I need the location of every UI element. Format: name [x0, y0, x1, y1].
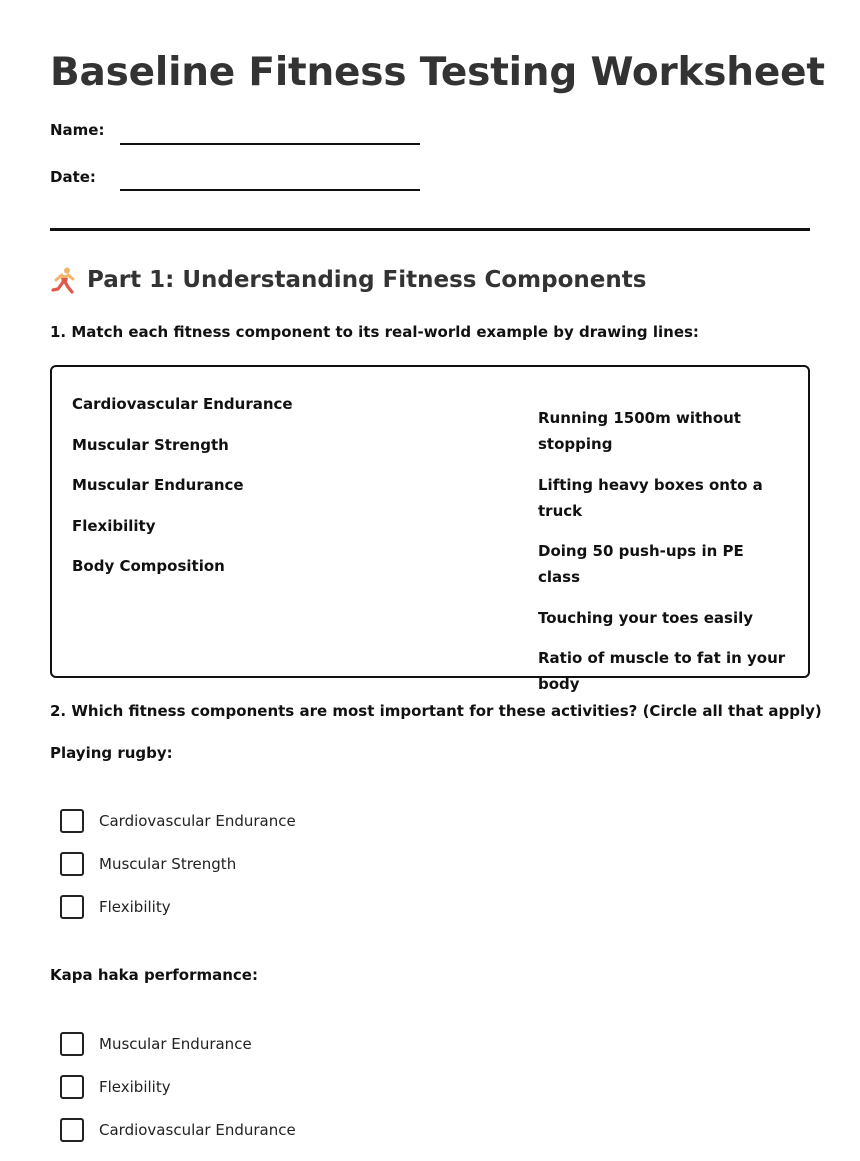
date-label: Date:	[50, 168, 96, 186]
question-2: 2. Which fitness components are most important for these activities? (Circle all that apply)	[50, 702, 822, 720]
option-label: Muscular Endurance	[99, 1035, 252, 1053]
option-label: Cardiovascular Endurance	[99, 1121, 296, 1139]
checkbox-option[interactable]	[60, 852, 236, 876]
part1-heading	[50, 266, 646, 294]
component-item[interactable]: Cardiovascular Endurance	[72, 395, 293, 413]
component-item[interactable]: Muscular Endurance	[72, 476, 244, 494]
checkbox-option[interactable]	[60, 1075, 171, 1099]
example-item[interactable]: Lifting heavy boxes onto a truck	[538, 475, 763, 520]
example-item[interactable]: Doing 50 push-ups in PE class	[538, 542, 744, 586]
name-field[interactable]	[120, 143, 420, 145]
option-label: Muscular Strength	[99, 855, 237, 873]
checkbox[interactable]	[60, 895, 84, 919]
part1-heading-text: Part 1: Understanding Fitness Components	[87, 267, 647, 293]
checkbox[interactable]	[60, 1075, 84, 1099]
component-item[interactable]: Body Composition	[72, 557, 225, 575]
checkbox-option[interactable]	[60, 809, 296, 833]
components-column	[72, 395, 372, 587]
example-item[interactable]: Touching your toes easily	[538, 608, 754, 627]
runner-icon	[50, 266, 78, 294]
checkbox[interactable]	[60, 1118, 84, 1142]
checkbox[interactable]	[60, 1032, 84, 1056]
page-title: Baseline Fitness Testing Worksheet	[50, 50, 825, 95]
example-item[interactable]: Ratio of muscle to fat in your body	[538, 649, 786, 693]
component-item[interactable]: Flexibility	[72, 516, 156, 535]
checkbox-option[interactable]	[60, 1118, 296, 1142]
option-label: Flexibility	[99, 898, 171, 916]
question-1: 1. Match each fitness component to its real-world example by drawing lines:	[50, 323, 699, 341]
date-field[interactable]	[120, 189, 420, 191]
checkbox[interactable]	[60, 809, 84, 833]
checkbox-option[interactable]	[60, 895, 171, 919]
component-item[interactable]: Muscular Strength	[72, 435, 229, 454]
examples-column	[538, 405, 788, 712]
checkbox-option[interactable]	[60, 1032, 252, 1056]
header-divider	[50, 228, 810, 231]
option-label: Cardiovascular Endurance	[99, 812, 296, 830]
name-label: Name:	[50, 121, 105, 139]
activity-label-kapa-haka: Kapa haka performance:	[50, 966, 258, 984]
activity-label-rugby: Playing rugby:	[50, 744, 173, 762]
checkbox[interactable]	[60, 852, 84, 876]
matching-box	[50, 365, 810, 693]
option-label: Flexibility	[99, 1078, 171, 1096]
example-item[interactable]: Running 1500m without stopping	[538, 409, 741, 453]
